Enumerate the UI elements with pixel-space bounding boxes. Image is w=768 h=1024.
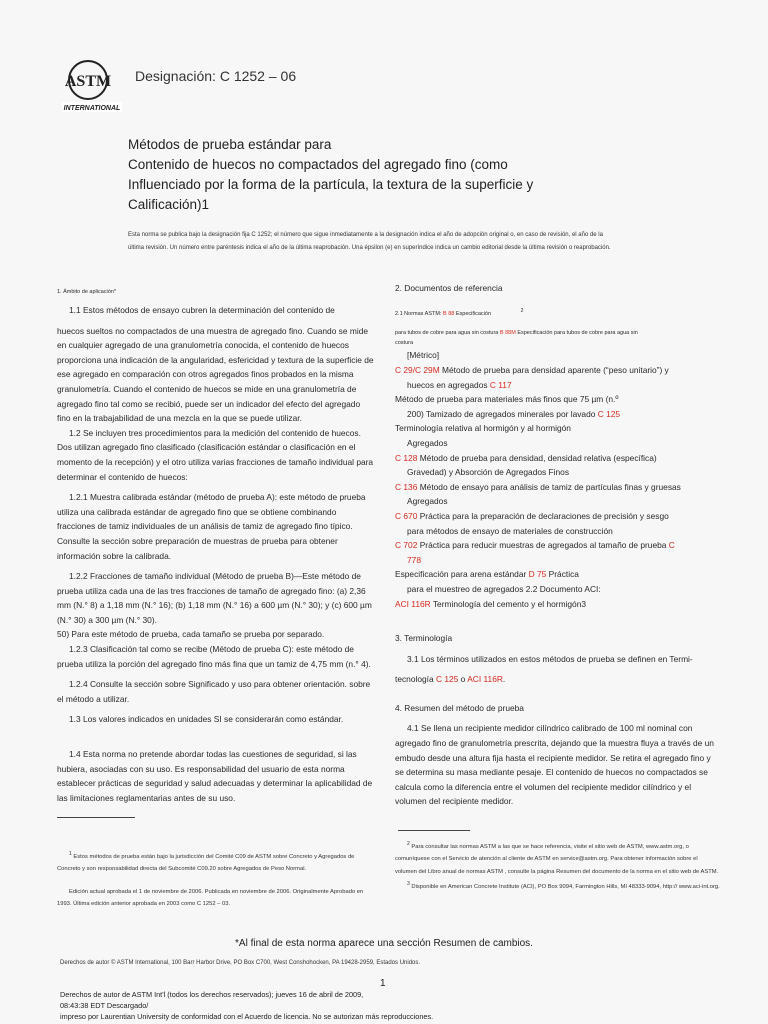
ref-text: Terminología del cemento y el hormigón3 [432,598,587,609]
ref-c136 [395,480,715,509]
issue-note-line: Esta norma se publica bajo la designación fija C 1252; el número que sigue inmediatamente a la designación indica el año de adopción original o, en caso de revisión, el año de la [128,232,603,238]
footnote-divider [57,817,135,818]
issue-note [128,229,708,255]
ref-c778 [395,567,715,596]
term-text: o [460,674,466,685]
download-line: impreso por Laurentian University de conformidad con el Acuerdo de licencia. No se autorizan más reproducciones. [60,1011,434,1021]
footnote-3 [395,878,721,893]
metric-label: [Métrico] [407,350,440,361]
copyright-line: Derechos de autor © ASTM International, 100 Barr Harbor Drive, PO Box C700, West Conshohocken, PA 19428-2959, Estados Unidos. [60,960,421,966]
ref-text: Método de ensayo para análisis de tamiz de partículas finas y gruesas [419,481,681,492]
paragraph-1-2-2: 1.2.2 Fracciones de tamaño individual (Método de prueba B)—Este método de prueba utiliza cada una de las tres fracciones de tamaño de agregado fino: (a) 2,36 mm (N.° 8) a 1,18 mm (N.° 16); (b) 1,18 mm (N.° 16) a 600 µm (N.° 30); y (c) 600 µm (N.° 30) a 300 µm (N.° 30). [57,571,372,625]
b88-entry [395,328,715,348]
ref-text: Práctica [548,569,579,580]
ref-text: Método de prueba para densidad, densidad relativa (específica) [419,452,657,463]
link-b88[interactable]: B 88 [443,310,455,317]
astm-intro-tail: Especificación [455,310,492,317]
footnote-number: 2 [407,841,410,847]
designation: Designación: C 1252 – 06 [135,68,297,84]
ref-text: Práctica para la preparación de declaraciones de precisión y sesgo [419,510,669,521]
paragraph-1-2-body: Dos utilizan agregado fino clasificado (clasificación estándar o clasificación en el momento de la recepción) y el otro utiliza varias fracciones de tamaño individual para determinar el contenido de huecos: [57,442,374,482]
paragraph-1-3: 1.3 Los valores indicados en unidades SI se considerarán como estándar. [69,714,344,725]
footnote-text: Estos métodos de prueba están bajo la jurisdicción del Comité C09 de ASTM sobre Concreto y Agregados de Concreto y son responsabilidad directa del Subcomité C09.20 sobre Agregados de Peso Normal. [57,853,355,873]
paragraph-1-2: 1.2 Se incluyen tres procedimientos para la medición del contenido de huecos. [69,427,361,438]
paragraph-1-2-4: 1.2.4 Consulte la sección sobre Significado y uso para obtener orientación. sobre el método a utilizar. [57,679,371,704]
footnote-number: 1 [69,851,72,857]
paragraph-1-2-1: 1.2.1 Muestra calibrada estándar (método de prueba A): este método de prueba utiliza una calibrada estándar de agregado fino que se obtiene combinando fracciones de tamiz individuales de un análisis de tamiz de agregado fino típico. Consulte la sección sobre preparación de muestras de prueba para obtener información sobre la calibrada. [57,492,366,561]
footnote-text: Disponible en American Concrete Institute (ACI), PO Box 9094, Farmington Hills, MI 48333-9094, http:// www.aci-int.org. [411,884,720,891]
link-c136[interactable]: C 136 [395,481,418,492]
ref-c125 [395,421,715,450]
ref-heading: 2. Documentos de referencia [395,283,503,293]
ref-text: huecos en agregados [407,379,488,390]
ref-c117 [395,392,715,421]
b88-text: para tubos de cobre para agua sin costura [395,330,499,337]
link-aci-116r[interactable]: ACI 116R [395,598,431,609]
ref-text: Especificación para arena estándar [395,569,527,580]
scope-heading: 1. Ámbito de aplicación* [57,289,117,295]
ref-text: Terminología relativa al hormigón y al hormigón [395,423,571,434]
document-title [128,135,688,215]
issue-note-line: última revisión. Un número entre paréntesis indica el año de la última reaprobación. Una épsilon (e) en superíndice indica un cambio editorial desde la última revisión o reaprobación. [128,245,611,251]
logo-subtext: INTERNATIONAL [63,105,121,112]
page-number: 1 [380,978,386,989]
footnote-number: 3 [407,881,410,888]
right-column [395,281,715,809]
ref-c128 [395,451,715,480]
ref-text: Agregados [407,496,448,507]
title-line: Contenido de huecos no compactados del agregado fino (como [128,157,508,172]
astm-logo [60,58,124,116]
ref-text: Método de prueba para materiales más finos que 75 µm (n.º [395,394,619,405]
footnote-1-edition: Edición actual aprobada el 1 de noviembre de 2006. Publicada en noviembre de 2006. Originalmente Aprobado en 1993. Última edición anterior aprobada en 2003 como C 1252 – 03. [57,888,364,908]
download-notice [60,990,660,1022]
title-line: Calificación)1 [128,197,210,212]
footnote-ref-2: 2 [520,307,524,314]
ref-text: para el muestreo de agregados 2.2 Documento ACI: [407,583,601,594]
ref-text: Gravedad) y Absorción de Agregados Finos [407,467,570,478]
paragraph-1-4: 1.4 Esta norma no pretende abordar todas las cuestiones de seguridad, si las hubiera, asociadas con su uso. Es responsabilidad del usuario de esta norma establecer prácticas de seguridad y salud adecuadas y determinar la aplicabilidad de las limitaciones reglamentarias antes de su uso. [57,749,373,803]
term-text: . [502,674,506,685]
title-line: Influenciado por la forma de la partícula, la textura de la superficie y [128,177,534,192]
paragraph-1-2-2-body: 50) Para este método de prueba, cada tamaño se prueba por separado. [57,629,325,640]
link-b88m[interactable]: B 88M [499,330,516,337]
b88-cont: costura [395,340,414,347]
ref-aci [395,597,715,612]
footnote-1 [57,848,379,876]
ref-c670 [395,509,715,538]
terminology-paragraph: 3.1 Los términos utilizados en estos métodos de prueba se definen en Termi- [407,653,693,664]
link-c125[interactable]: C 125 [435,674,459,685]
footnotes-left [57,848,379,911]
link-d75[interactable]: D 75 [528,569,547,580]
terminology-heading: 3. Terminología [395,633,453,644]
link-c125[interactable]: C 125 [597,408,621,419]
logo-text: ASTM [64,73,112,90]
paragraph-1-1: 1.1 Estos métodos de ensayo cubren la determinación del contenido de [69,305,335,315]
link-c778[interactable]: C [668,540,675,551]
link-c670[interactable]: C 670 [395,510,418,521]
terminology-paragraph-cont [395,672,715,687]
footnote-text: Para consultar las normas ASTM a las que se hace referencia, visite el sitio web de ASTM, www.astm.org, o comuníquese con el Servicio de atención al cliente de ASTM en service@astm.org. Para obtener información sobre el volumen del Libro anual de normas ASTM , consulte la página Resumen del documento de la norma en el sitio web de ASTM. [395,843,719,875]
title-line: Métodos de prueba estándar para [128,137,332,152]
footnote-divider [398,830,470,831]
link-aci-116r[interactable]: ACI 116R [467,674,503,685]
ref-c702 [395,538,715,567]
footnote-2 [395,838,721,878]
ref-c29 [395,363,715,392]
link-c29[interactable]: C 29/C 29M [395,365,440,376]
paragraph-1-2-3: 1.2.3 Clasificación tal como se recibe (Método de prueba C): este método de prueba utiliza la porción del agregado fino más fina que un tamiz de 4,75 mm (n.° 4). [57,644,371,669]
ref-text: Agregados [407,437,448,448]
astm-intro-text: 2.1 Normas ASTM: [395,310,442,317]
summary-heading: 4. Resumen del método de prueba [395,702,524,713]
link-c128[interactable]: C 128 [395,452,418,463]
astm-standards-intro [395,306,715,319]
ref-text: para métodos de ensayo de materiales de construcción [407,525,613,536]
link-c117[interactable]: C 117 [489,379,512,390]
ref-text: Práctica para reducir muestras de agregados al tamaño de prueba [419,540,667,551]
paragraph-1-1-body: huecos sueltos no compactados de una muestra de agregado fino. Cuando se mide en cualquier agregado de una granulometría conocida, el contenido de huecos proporciona una indicación de la angularidad, esfericidad y textura de la superficie de ese agregado en comparación con otros agregados finos probados en la misma granulometría. Cuando el contenido de huecos se mide en una granulometría de agregado fino tal como se recibió, puede ser un indicador del efecto del agregado fino en la trabajabilidad de una mezcla en la que se puede utilizar. [57,325,374,424]
summary-paragraph: 4.1 Se llena un recipiente medidor cilíndrico calibrado de 100 ml nominal con agregado fino de granulometría prescrita, dejando que la muestra fluya a través de un embudo desde una altura fija hasta el recipiente medidor. Se retira el agregado fino y se determina su masa mediante pesaje. El contenido de huecos no compactados se calcula como la diferencia entre el volumen del recipiente medidor cilíndrico y el volumen del recipiente medidor. [395,723,714,807]
ref-text: 200) Tamizado de agregados minerales por lavado [407,408,596,419]
link-c702[interactable]: C 702 [395,540,418,551]
footnotes-right [395,838,721,894]
left-column [57,287,375,805]
download-line: Derechos de autor de ASTM Int'l (todos los derechos reservados); jueves 16 de abril de 2009, [60,990,364,999]
term-text: tecnología [395,674,434,685]
summary-of-changes-note: *Al final de esta norma aparece una sección Resumen de cambios. [235,938,533,949]
link-c778-number[interactable]: 778 [407,554,421,565]
b88m-text: Especificación para tubos de cobre para agua sin [517,330,638,337]
download-line: 08:43:38 EDT Descargado/ [60,1000,149,1010]
ref-text: Método de prueba para densidad aparente (“peso unitario”) y [442,365,669,376]
